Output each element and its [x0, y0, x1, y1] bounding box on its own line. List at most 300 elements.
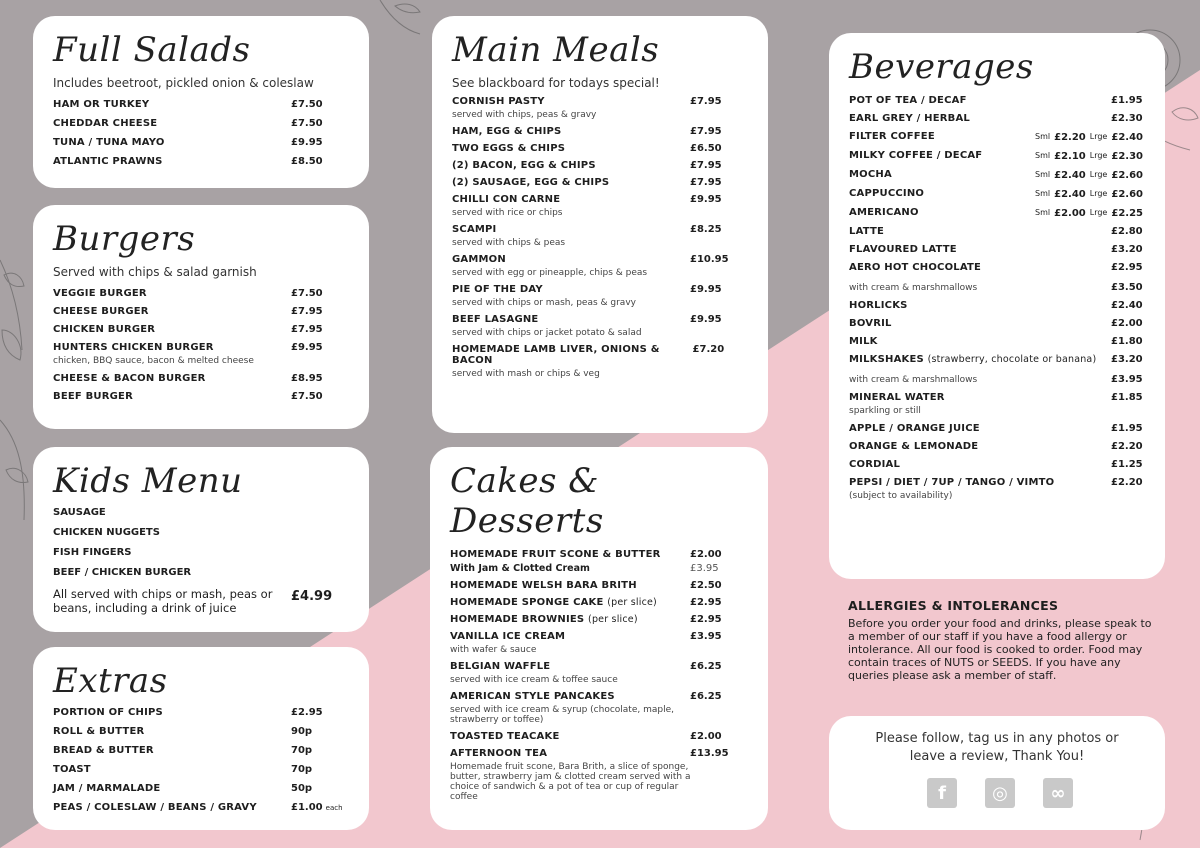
item-price: £1.00 [291, 802, 323, 813]
item-name: (2) SAUSAGE, EGG & CHIPS [452, 177, 610, 188]
beverage-name: POT OF TEA / DECAF [849, 95, 967, 106]
beverage-row [849, 459, 1143, 470]
menu-row [53, 324, 347, 335]
menu-item [450, 631, 746, 655]
cakes-card [430, 447, 768, 830]
beverage-name: CAPPUCCINO [849, 188, 925, 199]
item-price: £2.95 [291, 707, 323, 718]
size-large-label: Lrge [1089, 208, 1108, 217]
item-price: £6.25 [690, 691, 722, 702]
item-price: £8.50 [291, 156, 323, 167]
salads-note: Includes beetroot, pickled onion & coleslaw [53, 76, 314, 90]
menu-item [450, 748, 746, 802]
beverage-name: MILKY COFFEE / DECAF [849, 150, 983, 161]
menu-item [450, 691, 746, 725]
item-price: £7.20 [692, 344, 725, 355]
menu-row [53, 391, 347, 402]
item-name: AMERICAN STYLE PANCAKES [450, 691, 615, 702]
beverage-price: £1.85 [1111, 392, 1143, 403]
size-large-price: £2.60 [1111, 170, 1143, 181]
item-note: (per slice) [588, 614, 638, 625]
burgers-list [53, 288, 347, 402]
item-name: BEEF BURGER [53, 391, 133, 402]
beverage-item [849, 392, 1143, 416]
menu-item [53, 342, 347, 366]
beverage-name: BOVRIL [849, 318, 892, 329]
menu-item [452, 194, 746, 218]
beverage-name: MILKSHAKES (strawberry, chocolate or banana) [849, 354, 1097, 365]
item-option: With Jam & Clotted Cream [450, 563, 590, 574]
menu-row [452, 344, 746, 366]
menu-item [452, 314, 746, 338]
item-price: £7.50 [291, 391, 323, 402]
beverage-description: with cream & marshmallows [849, 375, 978, 385]
menu-row [53, 745, 347, 756]
kids-item: SAUSAGE [53, 507, 106, 518]
beverage-row [849, 188, 1143, 200]
beverage-price: £2.95 [1111, 262, 1143, 273]
item-price: £2.95 [690, 597, 722, 608]
beverage-price: £3.95 [1111, 374, 1143, 385]
kids-title: Kids Menu [53, 461, 243, 501]
size-large-label: Lrge [1089, 132, 1108, 141]
beverage-price: £2.20 [1111, 477, 1143, 488]
menu-row [53, 306, 347, 317]
menu-row [53, 99, 347, 110]
cakes-title: Cakes & Desserts [450, 461, 604, 541]
kids-item: CHICKEN NUGGETS [53, 527, 160, 538]
allergies-title: ALLERGIES & INTOLERANCES [848, 598, 1059, 613]
menu-item [450, 731, 746, 742]
beverage-price: £2.30 [1111, 113, 1143, 124]
item-name: JAM / MARMALADE [53, 783, 161, 794]
item-name: CHEESE & BACON BURGER [53, 373, 206, 384]
beverage-price: £3.50 [1111, 282, 1143, 293]
item-price: £9.95 [690, 194, 722, 205]
menu-item [53, 764, 347, 775]
beverage-name: MILK [849, 336, 878, 347]
beverage-name: LATTE [849, 226, 885, 237]
item-price: £6.25 [690, 661, 722, 672]
size-small-label: Sml [1035, 132, 1051, 141]
menu-item [452, 96, 746, 120]
menu-item [53, 802, 347, 813]
menu-item [53, 707, 347, 718]
menu-row [53, 707, 347, 718]
menu-item [450, 597, 746, 608]
menu-row [452, 194, 746, 205]
salads-title: Full Salads [53, 30, 251, 70]
size-small-price: £2.10 [1054, 151, 1086, 162]
item-option-price: £3.95 [690, 563, 719, 574]
beverage-description: with cream & marshmallows [849, 283, 978, 293]
burgers-title: Burgers [53, 219, 196, 259]
menu-row [53, 764, 347, 775]
menu-row [450, 631, 746, 642]
item-price: £10.95 [690, 254, 729, 265]
item-description: served with chips or mash, peas & gravy [452, 298, 636, 308]
menu-item [450, 549, 746, 574]
item-name: CHEESE BURGER [53, 306, 149, 317]
menu-item [53, 156, 347, 167]
item-name: TWO EGGS & CHIPS [452, 143, 566, 154]
beverage-row [849, 131, 1143, 143]
beverage-item [849, 226, 1143, 237]
menu-row [452, 96, 746, 107]
beverage-price: £2.80 [1111, 226, 1143, 237]
beverage-price: £1.80 [1111, 336, 1143, 347]
item-price: £9.95 [690, 284, 722, 295]
item-name: HAM OR TURKEY [53, 99, 150, 110]
menu-row [53, 373, 347, 384]
menu-item [450, 614, 746, 625]
item-name: TOAST [53, 764, 91, 775]
size-small-price: £2.40 [1054, 189, 1086, 200]
menu-item [452, 126, 746, 137]
menu-item [53, 783, 347, 794]
beverage-sizes [1035, 208, 1143, 219]
beverage-row [849, 441, 1143, 452]
size-large-price: £2.40 [1111, 132, 1143, 143]
beverage-row [849, 392, 1143, 403]
menu-item [53, 137, 347, 148]
size-small-price: £2.20 [1054, 132, 1086, 143]
instagram-icon[interactable]: ◎ [985, 778, 1015, 808]
kids-item: BEEF / CHICKEN BURGER [53, 567, 192, 578]
item-price: £7.95 [690, 160, 722, 171]
menu-row [450, 691, 746, 702]
menu-item [452, 160, 746, 171]
beverage-price: £2.40 [1111, 300, 1143, 311]
menu-row [53, 288, 347, 299]
item-name: ATLANTIC PRAWNS [53, 156, 163, 167]
size-large-price: £2.30 [1111, 151, 1143, 162]
burgers-note: Served with chips & salad garnish [53, 265, 257, 279]
item-price-wrap [291, 745, 347, 756]
item-description: Homemade fruit scone, Bara Brith, a slice of sponge, butter, strawberry jam & clotted cream served with a choice of sandwich & a pot of tea or cup of regular coffee [450, 762, 691, 802]
mains-card [432, 16, 768, 433]
beverage-item [849, 441, 1143, 452]
beverage-price: £2.20 [1111, 441, 1143, 452]
item-name: HOMEMADE LAMB LIVER, ONIONS & BACON [452, 344, 660, 366]
menu-item [53, 306, 347, 317]
beverage-price: £3.20 [1111, 244, 1143, 255]
item-price: £9.95 [690, 314, 722, 325]
menu-item [452, 254, 746, 278]
item-name: BREAD & BUTTER [53, 745, 154, 756]
item-price: £13.95 [690, 748, 729, 759]
extras-list [53, 707, 347, 813]
beverage-item [849, 459, 1143, 470]
item-description: with wafer & sauce [450, 645, 537, 655]
item-price-wrap [291, 783, 347, 794]
item-description: served with egg or pineapple, chips & peas [452, 268, 648, 278]
menu-item [53, 726, 347, 737]
beverage-item [849, 318, 1143, 329]
item-name: CHICKEN BURGER [53, 324, 156, 335]
menu-item [452, 284, 746, 308]
item-price: £7.95 [690, 126, 722, 137]
beverage-item [849, 131, 1143, 143]
item-name: HOMEMADE SPONGE CAKE (per slice) [450, 597, 657, 608]
menu-row [53, 156, 347, 167]
beverage-item [849, 262, 1143, 273]
item-name: VANILLA ICE CREAM [450, 631, 566, 642]
menu-item [53, 373, 347, 384]
item-price: £7.50 [291, 99, 323, 110]
item-name: CHEDDAR CHEESE [53, 118, 158, 129]
size-small-label: Sml [1035, 170, 1051, 179]
beverage-item [849, 207, 1143, 219]
item-name: HAM, EGG & CHIPS [452, 126, 562, 137]
item-price: 70p [291, 764, 313, 775]
menu-row [53, 118, 347, 129]
beverage-name: AERO HOT CHOCOLATE [849, 262, 982, 273]
beverage-row [849, 318, 1143, 329]
beverage-item [849, 188, 1143, 200]
item-name: HOMEMADE BROWNIES (per slice) [450, 614, 638, 625]
extras-title: Extras [53, 661, 168, 701]
item-name: HOMEMADE WELSH BARA BRITH [450, 580, 637, 591]
beverage-item [849, 372, 1143, 385]
item-name: HUNTERS CHICKEN BURGER [53, 342, 214, 353]
kids-item: FISH FINGERS [53, 547, 132, 558]
menu-row [450, 549, 746, 560]
item-price: £9.95 [291, 137, 323, 148]
salads-card [33, 16, 369, 188]
menu-row [53, 726, 347, 737]
mains-note: See blackboard for todays special! [452, 76, 660, 90]
kids-card [33, 447, 369, 632]
item-description: served with mash or chips & veg [452, 369, 600, 379]
beverage-item [849, 354, 1143, 365]
item-price: £2.50 [690, 580, 722, 591]
menu-row [452, 160, 746, 171]
size-small-label: Sml [1035, 208, 1051, 217]
item-price: £7.95 [291, 306, 323, 317]
menu-row [53, 342, 347, 353]
size-small-price: £2.40 [1054, 170, 1086, 181]
menu-row [53, 802, 347, 813]
menu-row [450, 748, 746, 759]
size-large-price: £2.60 [1111, 189, 1143, 200]
beverage-price: £1.95 [1111, 423, 1143, 434]
allergies-text: Before you order your food and drinks, please speak to a member of our staff if you have a food allergy or intolerance. All our food is cooked to order. Food may contain traces of NUTS or SEEDS. If you have any queries please ask a member of staff. [848, 617, 1152, 682]
menu-row-secondary [450, 563, 746, 574]
facebook-icon[interactable]: f [927, 778, 957, 808]
kids-list [53, 507, 347, 578]
item-name: ROLL & BUTTER [53, 726, 145, 737]
cakes-list [450, 549, 746, 802]
beverage-row [849, 354, 1143, 365]
item-price: 70p [291, 745, 313, 756]
beverage-price: £1.25 [1111, 459, 1143, 470]
beverage-item [849, 336, 1143, 347]
item-price: £7.50 [291, 118, 323, 129]
menu-row [452, 177, 746, 188]
item-description: served with ice cream & syrup (chocolate, maple, strawberry or toffee) [450, 705, 674, 725]
allergies-section [848, 598, 1158, 682]
item-name: TOASTED TEACAKE [450, 731, 560, 742]
item-price: £7.95 [291, 324, 323, 335]
menu-row [452, 314, 746, 325]
beverage-item [849, 95, 1143, 106]
item-price: £8.25 [690, 224, 722, 235]
beverage-row [849, 113, 1143, 124]
beverage-name: APPLE / ORANGE JUICE [849, 423, 980, 434]
beverage-name: ORANGE & LEMONADE [849, 441, 979, 452]
beverages-list [849, 95, 1143, 501]
beverage-name: PEPSI / DIET / 7UP / TANGO / VIMTO [849, 477, 1055, 488]
item-name: GAMMON [452, 254, 506, 265]
size-small-label: Sml [1035, 189, 1051, 198]
item-name: BELGIAN WAFFLE [450, 661, 551, 672]
beverage-price: £2.00 [1111, 318, 1143, 329]
beverage-item [849, 423, 1143, 434]
item-price: £6.50 [690, 143, 722, 154]
size-small-price: £2.00 [1054, 208, 1086, 219]
item-price: £9.95 [291, 342, 323, 353]
kids-price: £4.99 [291, 589, 333, 604]
beverage-price: £3.20 [1111, 354, 1143, 365]
beverage-row [849, 336, 1143, 347]
beverage-name: MINERAL WATER [849, 392, 945, 403]
item-price: 50p [291, 783, 313, 794]
item-description: served with chips, peas & gravy [452, 110, 597, 120]
menu-item [53, 288, 347, 299]
beverage-sizes [1035, 151, 1143, 162]
item-name: TUNA / TUNA MAYO [53, 137, 165, 148]
menu-item [53, 324, 347, 335]
item-name: PORTION OF CHIPS [53, 707, 163, 718]
beverage-row [849, 477, 1143, 488]
menu-row [450, 597, 746, 608]
item-description: chicken, BBQ sauce, bacon & melted cheese [53, 356, 254, 366]
item-description: served with rice or chips [452, 208, 563, 218]
size-large-label: Lrge [1089, 189, 1108, 198]
menu-item [53, 99, 347, 110]
beverage-row [849, 372, 1143, 385]
tripadvisor-icon[interactable]: ∞ [1043, 778, 1073, 808]
social-text: Please follow, tag us in any photos or leave a review, Thank You! [875, 731, 1119, 764]
menu-item [53, 391, 347, 402]
social-icons [869, 778, 1125, 808]
item-name: PEAS / COLESLAW / BEANS / GRAVY [53, 802, 257, 813]
item-price: £8.95 [291, 373, 323, 384]
item-name: CHILLI CON CARNE [452, 194, 561, 205]
beverage-item [849, 280, 1143, 293]
menu-row [450, 614, 746, 625]
beverage-note: (strawberry, chocolate or banana) [927, 354, 1097, 365]
item-name: PIE OF THE DAY [452, 284, 543, 295]
beverage-name: HORLICKS [849, 300, 908, 311]
menu-row [53, 137, 347, 148]
beverage-row [849, 169, 1143, 181]
item-price-wrap [291, 764, 347, 775]
beverage-description: (subject to availability) [849, 491, 953, 501]
beverage-name: MOCHA [849, 169, 892, 180]
beverage-row [849, 226, 1143, 237]
beverage-description: sparkling or still [849, 406, 921, 416]
item-price: £7.95 [690, 177, 722, 188]
item-price: £7.50 [291, 288, 323, 299]
beverages-card [829, 33, 1165, 579]
beverage-price: £1.95 [1111, 95, 1143, 106]
size-large-price: £2.25 [1111, 208, 1143, 219]
item-price: £2.95 [690, 614, 722, 625]
item-description: served with chips or jacket potato & salad [452, 328, 642, 338]
menu-row [450, 661, 746, 672]
beverage-name: FLAVOURED LATTE [849, 244, 957, 255]
item-price: £3.95 [690, 631, 722, 642]
beverage-row [849, 300, 1143, 311]
menu-row [452, 254, 746, 265]
beverage-item [849, 150, 1143, 162]
menu-row [452, 143, 746, 154]
item-price-wrap [291, 707, 347, 718]
item-price: £2.00 [690, 731, 722, 742]
beverage-sizes [1035, 170, 1143, 181]
item-description: served with ice cream & toffee sauce [450, 675, 618, 685]
item-price-wrap [291, 726, 347, 737]
menu-row [450, 580, 746, 591]
menu-item [53, 745, 347, 756]
extras-card [33, 647, 369, 830]
size-small-label: Sml [1035, 151, 1051, 160]
item-name: BEEF LASAGNE [452, 314, 539, 325]
mains-list [452, 96, 746, 379]
item-note: (per slice) [607, 597, 657, 608]
item-name: VEGGIE BURGER [53, 288, 147, 299]
menu-row [53, 783, 347, 794]
menu-item [452, 344, 746, 379]
beverage-name: EARL GREY / HERBAL [849, 113, 970, 124]
social-card [829, 716, 1165, 830]
menu-row [452, 224, 746, 235]
menu-row [452, 126, 746, 137]
beverage-item [849, 477, 1143, 501]
menu-item [450, 661, 746, 685]
beverage-name: FILTER COFFEE [849, 131, 935, 142]
item-name: CORNISH PASTY [452, 96, 545, 107]
menu-item [450, 580, 746, 591]
item-name: SCAMPI [452, 224, 497, 235]
beverage-item [849, 244, 1143, 255]
beverage-row [849, 423, 1143, 434]
beverage-sizes [1035, 189, 1143, 200]
beverage-row [849, 150, 1143, 162]
beverage-item [849, 113, 1143, 124]
salads-list [53, 99, 347, 167]
menu-row [452, 284, 746, 295]
item-name: AFTERNOON TEA [450, 748, 548, 759]
beverage-row [849, 244, 1143, 255]
menu-item [53, 118, 347, 129]
beverage-row [849, 95, 1143, 106]
price-suffix: each [325, 804, 343, 812]
beverage-row [849, 262, 1143, 273]
beverage-row [849, 280, 1143, 293]
item-price: £2.00 [690, 549, 722, 560]
beverages-title: Beverages [849, 47, 1034, 87]
beverage-item [849, 300, 1143, 311]
item-price: 90p [291, 726, 313, 737]
beverage-row [849, 207, 1143, 219]
kids-note: All served with chips or mash, peas or beans, including a drink of juice [53, 587, 273, 615]
item-name: (2) BACON, EGG & CHIPS [452, 160, 596, 171]
burgers-card [33, 205, 369, 429]
beverage-name: AMERICANO [849, 207, 919, 218]
